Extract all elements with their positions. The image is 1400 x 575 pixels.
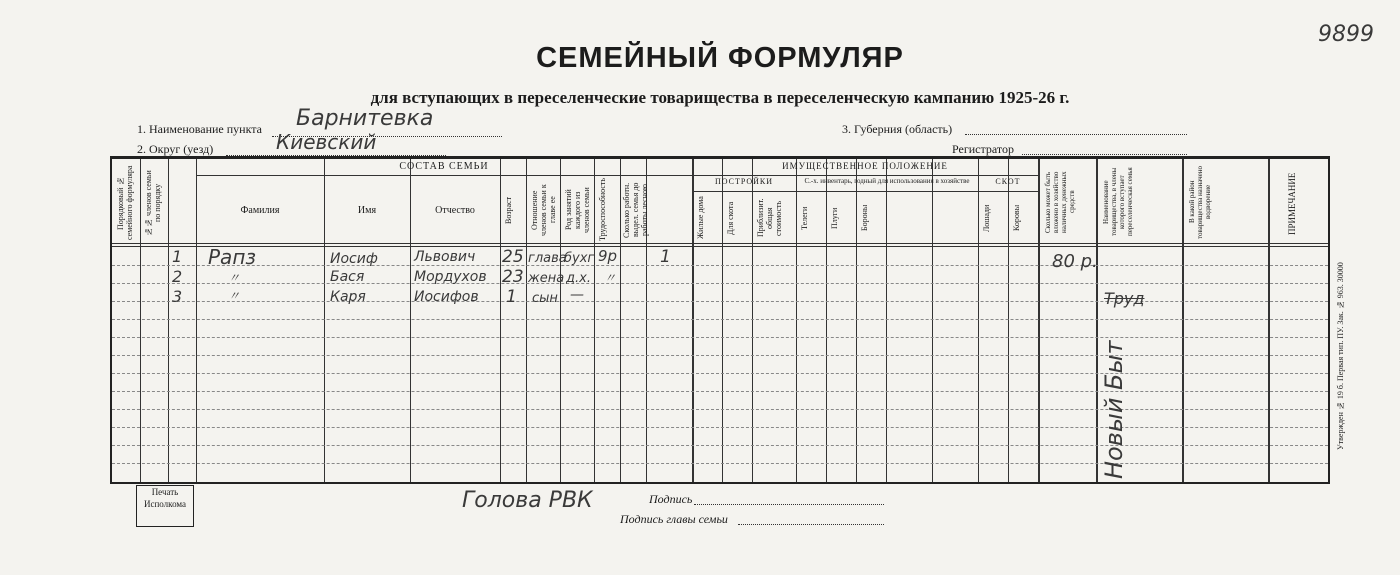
col-cows: Коровы — [1012, 204, 1021, 232]
col-ability: Трудоспособность — [598, 177, 607, 241]
col-name: Имя — [357, 205, 377, 216]
col-horses: Лошади — [982, 204, 991, 232]
group-inventory: С.-х. инвентарь, годный для использования в хозяйстве — [804, 177, 970, 185]
row-1-occupation: бухг — [564, 251, 595, 266]
col-member-no: №№ членов семьи по порядку — [144, 170, 162, 236]
field-label-district: 2. Округ (уезд) — [137, 142, 214, 156]
stamp-label: Печать Исполкома — [143, 487, 187, 509]
corner-number: 9899 — [1318, 22, 1374, 47]
col-occupation: Род занятий каждого из членов семьи — [564, 187, 591, 233]
row-3-patronymic: Иосифов — [414, 289, 479, 305]
col-notes: ПРИМЕЧАНИЕ — [1287, 172, 1297, 236]
row-1-age: 25 — [502, 247, 524, 267]
col-approx: Приблизит. общая стоимость — [756, 198, 783, 238]
col-district: В какой район товарищества назначено водворение — [1188, 165, 1212, 239]
col-workers: Сколько работн. выдел. семья до работы лесною — [622, 182, 649, 238]
row-2-age: 23 — [502, 267, 524, 287]
col-age: Возраст — [504, 196, 513, 224]
row-1-name: Иосиф — [330, 251, 378, 267]
col-order: Порядковый № семейного формуляра — [116, 165, 134, 241]
col-money: Сколько может быть вложено в хозяйство наличных денежных средств — [1044, 171, 1076, 233]
row-3-surname: 〃 — [228, 289, 241, 303]
row-2-patronymic: Мордухов — [414, 269, 487, 285]
row-1-ability: 9р — [598, 247, 618, 265]
group-property: ИМУЩЕСТВЕННОЕ ПОЛОЖЕНИЕ — [782, 161, 948, 171]
row-3-occupation: — — [570, 287, 584, 303]
row-1-surname: Рапз — [208, 245, 257, 269]
field-label-registrar: Регистратор — [952, 142, 1015, 156]
stamp-box — [136, 485, 194, 527]
row-1-patronymic: Львович — [414, 249, 476, 265]
col-patronymic: Отчество — [435, 205, 475, 216]
row-3-relation: сын — [532, 291, 558, 306]
row-2-occupation: д.х. — [566, 271, 591, 286]
group-buildings: ПОСТРОЙКИ — [714, 177, 774, 186]
col-houses: Жилые дома — [696, 196, 705, 240]
family-table — [110, 156, 1330, 484]
form-subtitle: для вступающих в переселенческие товарищества в переселенческую кампанию 1925-26 г. — [370, 88, 1070, 107]
field-label-point: 1. Наименование пункта — [137, 122, 262, 136]
row-1-num: 1 — [172, 247, 183, 266]
row-1-workers: 1 — [660, 247, 671, 267]
head-sign-line — [738, 524, 884, 525]
col-carts: Телеги — [800, 206, 809, 230]
sign-line — [694, 504, 884, 505]
signature-handwritten: Голова РВК — [462, 488, 593, 513]
col-harrows: Бороны — [860, 204, 869, 232]
money-value: 80 р. — [1052, 251, 1098, 272]
col-partnership: Наименование товарищества, в члены которого вступает переселенческая семья — [1102, 167, 1134, 237]
row-3-num: 3 — [172, 287, 183, 306]
form-title: СЕМЕЙНЫЙ ФОРМУЛЯР — [536, 42, 904, 74]
row-3-age: 1 — [506, 287, 517, 307]
row-2-name: Бася — [330, 269, 365, 285]
row-2-relation: жена — [528, 271, 565, 286]
col-ploughs: Плуги — [830, 207, 839, 229]
group-livestock: СКОТ — [995, 177, 1021, 186]
field-line-province — [965, 134, 1187, 135]
field-line-registrar — [1022, 154, 1187, 155]
notes-value: Новый Быт — [1100, 340, 1128, 479]
field-value-point: Барнитевка — [296, 106, 434, 131]
col-cattle: Для скота — [726, 201, 735, 235]
row-2-num: 2 — [172, 267, 183, 286]
col-surname: Фамилия — [240, 205, 280, 216]
row-1-relation: глава — [528, 251, 567, 266]
field-value-district: Киевский — [276, 130, 377, 154]
row-3-name: Каря — [330, 289, 366, 305]
sign-label: Подпись — [649, 492, 693, 506]
group-family: СОСТАВ СЕМЬИ — [399, 161, 489, 172]
partnership-value: Труд — [1104, 289, 1145, 308]
head-sign-label: Подпись главы семьи — [620, 512, 728, 526]
col-relation: Отношение членов семьи к главе ее — [530, 184, 557, 236]
side-print: Утвержден № 19 б. Первая тип. ПУ. Зак. № 963. 30000 — [1336, 262, 1345, 450]
row-2-ability: 〃 — [604, 271, 617, 285]
row-2-surname: 〃 — [228, 271, 241, 285]
field-label-province: 3. Губерния (область) — [842, 122, 953, 136]
